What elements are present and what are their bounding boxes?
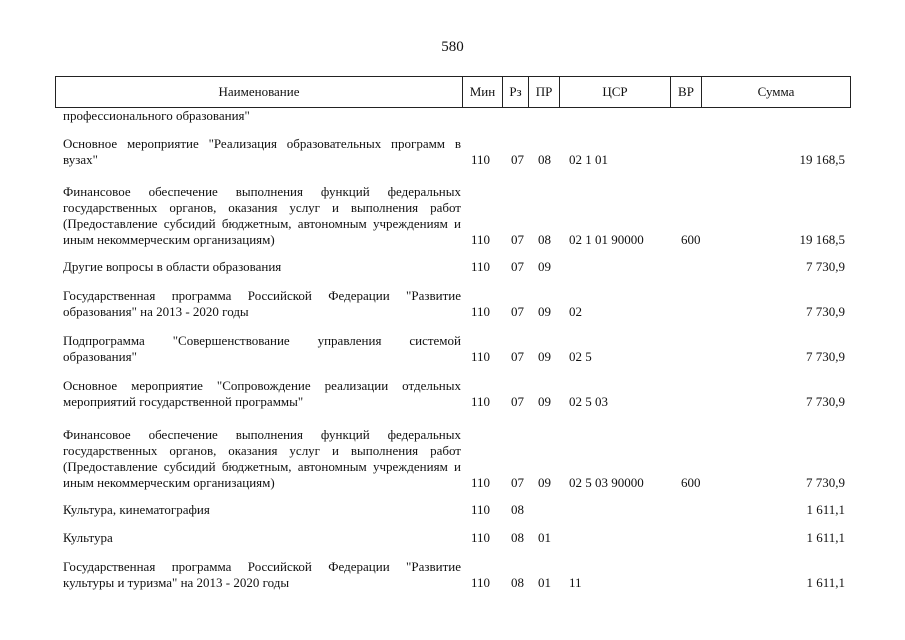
header-pr: ПР: [529, 77, 560, 108]
continuation-text: профессионального образования": [63, 108, 250, 123]
row-sum: 7 730,9: [806, 394, 845, 409]
row-csr: 02 5 03: [569, 394, 608, 409]
header-min: Мин: [463, 77, 503, 108]
row-sum: 7 730,9: [806, 259, 845, 274]
table-row: [0, 378, 905, 410]
header-vr: ВР: [671, 77, 702, 108]
row-name: Государственная программа Российской Федерации "Развитие образования" на 2013 - 2020 годы: [63, 288, 461, 319]
row-name: Подпрограмма "Совершенствование управления системой образования": [63, 333, 461, 364]
table-row: [0, 136, 905, 168]
row-min: 110: [471, 530, 491, 545]
page-number: 580: [441, 39, 464, 55]
row-sum: 7 730,9: [806, 475, 845, 490]
row-sum: 19 168,5: [799, 232, 845, 247]
row-csr: 02: [569, 304, 582, 319]
row-pr: 09: [538, 349, 551, 364]
row-name: Государственная программа Российской Федерации "Развитие культуры и туризма" на 2013 - 2020 годы: [63, 559, 461, 590]
row-name: Основное мероприятие "Сопровождение реализации отдельных мероприятий государственной программы": [63, 378, 461, 409]
row-pr: 09: [538, 475, 551, 490]
row-pr: 09: [538, 259, 551, 274]
row-vr: 600: [681, 475, 701, 490]
row-pr: 01: [538, 575, 551, 590]
row-csr: 02 5: [569, 349, 592, 364]
row-rz: 07: [511, 152, 524, 167]
header-rz: Рз: [503, 77, 529, 108]
table-row: [0, 259, 905, 275]
row-rz: 08: [511, 502, 524, 517]
table-header: [55, 76, 851, 108]
table-row: [0, 288, 905, 320]
row-name: Культура, кинематография: [63, 502, 210, 517]
row-rz: 07: [511, 304, 524, 319]
row-vr: 600: [681, 232, 701, 247]
row-pr: 08: [538, 152, 551, 167]
table-row: [0, 423, 905, 491]
row-min: 110: [471, 259, 491, 274]
row-sum: 1 611,1: [806, 502, 845, 517]
table-row: [0, 333, 905, 365]
row-name: Культура: [63, 530, 113, 545]
row-pr: 01: [538, 530, 551, 545]
row-csr: 02 5 03 90000: [569, 475, 644, 490]
row-name: Финансовое обеспечение выполнения функций федеральных государственных органов, оказания услуг и выполнения работ (Предоставление субсидий бюджетным, автономным учреждениям и иным некоммерческим организациям): [63, 427, 461, 490]
row-rz: 07: [511, 349, 524, 364]
row-min: 110: [471, 502, 491, 517]
header-csr: ЦСР: [560, 77, 671, 108]
row-min: 110: [471, 394, 491, 409]
row-min: 110: [471, 304, 491, 319]
row-sum: 1 611,1: [806, 575, 845, 590]
row-name: Финансовое обеспечение выполнения функций федеральных государственных органов, оказания услуг и выполнения работ (Предоставление субсидий бюджетным, автономным учреждениям и иным некоммерческим организациям): [63, 184, 461, 247]
header-sum: Сумма: [702, 77, 851, 108]
row-min: 110: [471, 475, 491, 490]
row-pr: 08: [538, 232, 551, 247]
header-name: Наименование: [56, 77, 463, 108]
table-row: [0, 180, 905, 248]
row-pr: 09: [538, 394, 551, 409]
row-csr: 11: [569, 575, 582, 590]
row-rz: 08: [511, 575, 524, 590]
row-sum: 7 730,9: [806, 304, 845, 319]
row-min: 110: [471, 575, 491, 590]
table-row: [0, 530, 905, 546]
row-rz: 07: [511, 232, 524, 247]
table-row: [0, 559, 905, 591]
row-min: 110: [471, 232, 491, 247]
row-min: 110: [471, 349, 491, 364]
row-rz: 07: [511, 259, 524, 274]
row-csr: 02 1 01 90000: [569, 232, 644, 247]
row-pr: 09: [538, 304, 551, 319]
row-rz: 07: [511, 394, 524, 409]
row-name: Другие вопросы в области образования: [63, 259, 282, 274]
row-sum: 1 611,1: [806, 530, 845, 545]
row-rz: 07: [511, 475, 524, 490]
row-csr: 02 1 01: [569, 152, 608, 167]
row-min: 110: [471, 152, 491, 167]
continuation-row: [0, 108, 905, 124]
row-name: Основное мероприятие "Реализация образовательных программ в вузах": [63, 136, 461, 167]
table-row: [0, 502, 905, 518]
row-sum: 19 168,5: [799, 152, 845, 167]
row-rz: 08: [511, 530, 524, 545]
row-sum: 7 730,9: [806, 349, 845, 364]
